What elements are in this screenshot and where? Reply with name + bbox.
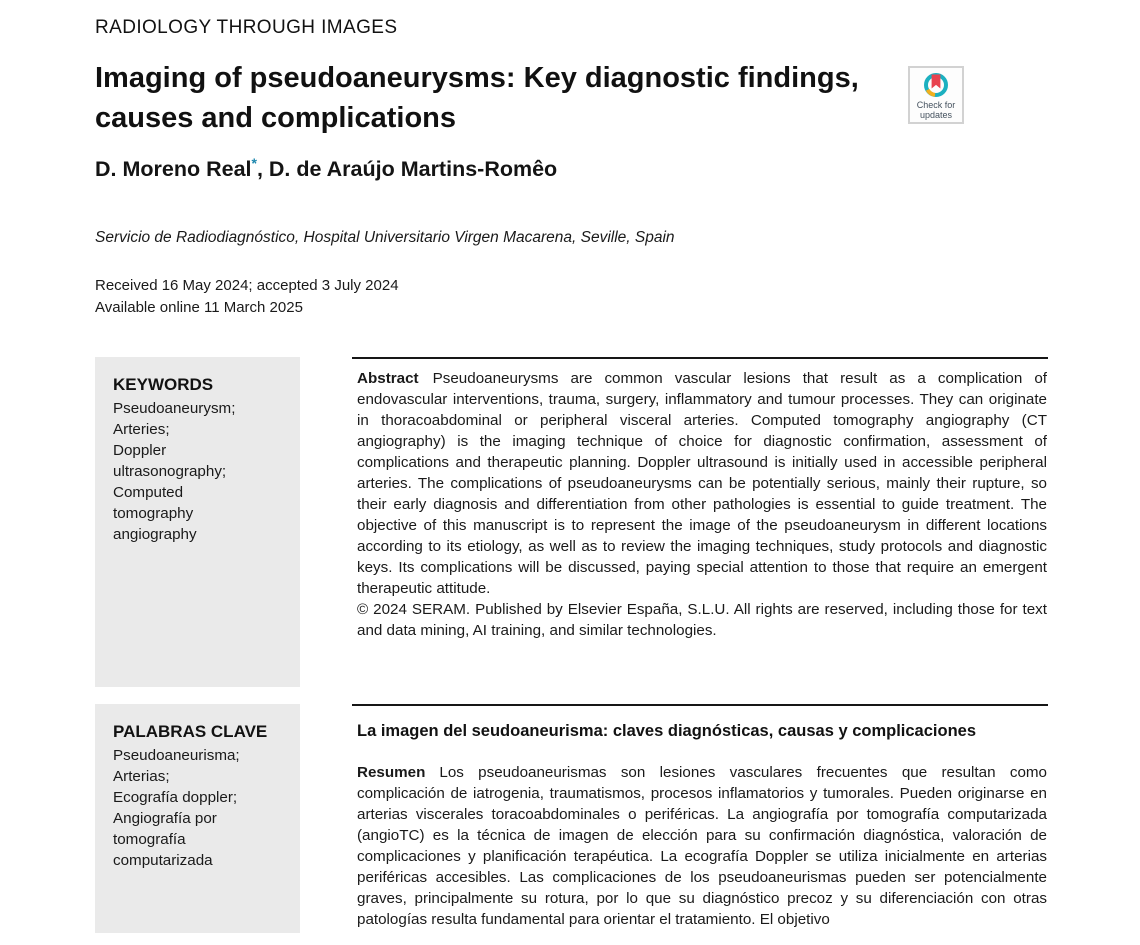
keywords-list (113, 398, 284, 545)
journal-section-label: RADIOLOGY THROUGH IMAGES (95, 17, 398, 38)
spanish-title: La imagen del seudoaneurisma: claves diagnósticas, causas y complicaciones (357, 722, 977, 740)
resumen-paragraph (357, 762, 1047, 930)
check-for-updates-label: Check for updates (916, 100, 956, 120)
check-for-updates-badge[interactable] (908, 66, 964, 124)
abstract-section (357, 368, 1047, 641)
abstract-label: Abstract (357, 370, 419, 387)
article-title-line-2: causes and complications (95, 102, 457, 134)
available-online-date: Available online 11 March 2025 (95, 299, 303, 316)
keyword-item: Arterias; (113, 768, 170, 785)
keyword-item: ultrasonography; (113, 463, 227, 480)
keyword-item: Arteries; (113, 421, 170, 438)
keyword-item: tomography (113, 505, 194, 522)
keywords-box (95, 357, 300, 687)
keyword-item: Pseudoaneurisma; (113, 747, 240, 764)
author-name-1: D. Moreno Real (95, 157, 252, 182)
keyword-item: computarizada (113, 852, 213, 869)
keyword-item: Computed (113, 484, 184, 501)
crossmark-icon (923, 72, 949, 98)
abstract-top-rule (352, 357, 1048, 359)
resumen-text: Los pseudoaneurismas son lesiones vasculares frecuentes que resultan como complicación de iatrogenia, traumatismos, procesos inflamatorios y tumorales. Pueden originarse en arterias viscerales toracoabdominales o periféricas. La angiografía por tomografía computarizada (angioTC) es la técnica de imagen de elección para su confirmación diagnóstica, valoración de complicaciones y planificación terapéutica. La ecografía Doppler se utiliza inicialmente en arterias periféricas accesibles. Las complicaciones de los pseudoaneurismas pueden ser potencialmente graves, principalmente su rotura, por lo que su diagnóstico precoz y su diferenciación con otras patologías resulta fundamental para orientar el tratamiento. El objetivo (357, 764, 1047, 928)
palabras-clave-list (113, 745, 284, 871)
keyword-item: Ecografía doppler; (113, 789, 238, 806)
palabras-clave-heading: PALABRAS CLAVE (113, 722, 268, 741)
keyword-item: tomografía (113, 831, 186, 848)
keyword-item: Pseudoaneurysm; (113, 400, 236, 417)
affiliation-line: Servicio de Radiodiagnóstico, Hospital Universitario Virgen Macarena, Seville, Spain (95, 229, 675, 246)
spanish-section-top-rule (352, 704, 1048, 706)
resumen-label: Resumen (357, 764, 426, 781)
abstract-text: Pseudoaneurysms are common vascular lesions that result as a complication of endovascular interventions, trauma, surgery, inflammatory and tumour processes. They can originate in thoracoabdominal or peripheral visceral arteries. Computed tomography angiography (CT angiography) is the imaging technique of choice for diagnostic confirmation, assessment of complications and therapeutic planning. Doppler ultrasound is initially used in accessible peripheral arteries. The complications of pseudoaneurysms can be potentially serious, mainly their rupture, so their early diagnosis and differentiation from other pathologies is essential to guide treatment. The objective of this manuscript is to represent the image of the pseudoaneurysm in different locations according to its etiology, as well as to review the imaging techniques, study protocols and diagnostic keys. Its complications will be discussed, paying special attention to those that require an emergent therapeutic attitude. (357, 370, 1047, 597)
corresponding-author-asterisk-link[interactable]: * (251, 155, 257, 171)
article-title (95, 58, 895, 138)
authors-line (95, 155, 557, 182)
palabras-clave-box (95, 704, 300, 933)
author-name-2: , D. de Araújo Martins-Romêo (256, 157, 558, 182)
keyword-item: Angiografía por (113, 810, 217, 827)
keywords-heading: KEYWORDS (113, 375, 214, 394)
article-dates (95, 275, 399, 319)
copyright-line: © 2024 SERAM. Published by Elsevier España, S.L.U. All rights are reserved, including those for text and data mining, AI training, and similar technologies. (357, 601, 1047, 639)
keyword-item: Doppler (113, 442, 167, 459)
received-accepted-date: Received 16 May 2024; accepted 3 July 2024 (95, 277, 399, 294)
resumen-section (357, 762, 1047, 930)
abstract-paragraph (357, 368, 1047, 599)
article-title-line-1: Imaging of pseudoaneurysms: Key diagnostic findings, (95, 62, 859, 94)
keyword-item: angiography (113, 526, 197, 543)
